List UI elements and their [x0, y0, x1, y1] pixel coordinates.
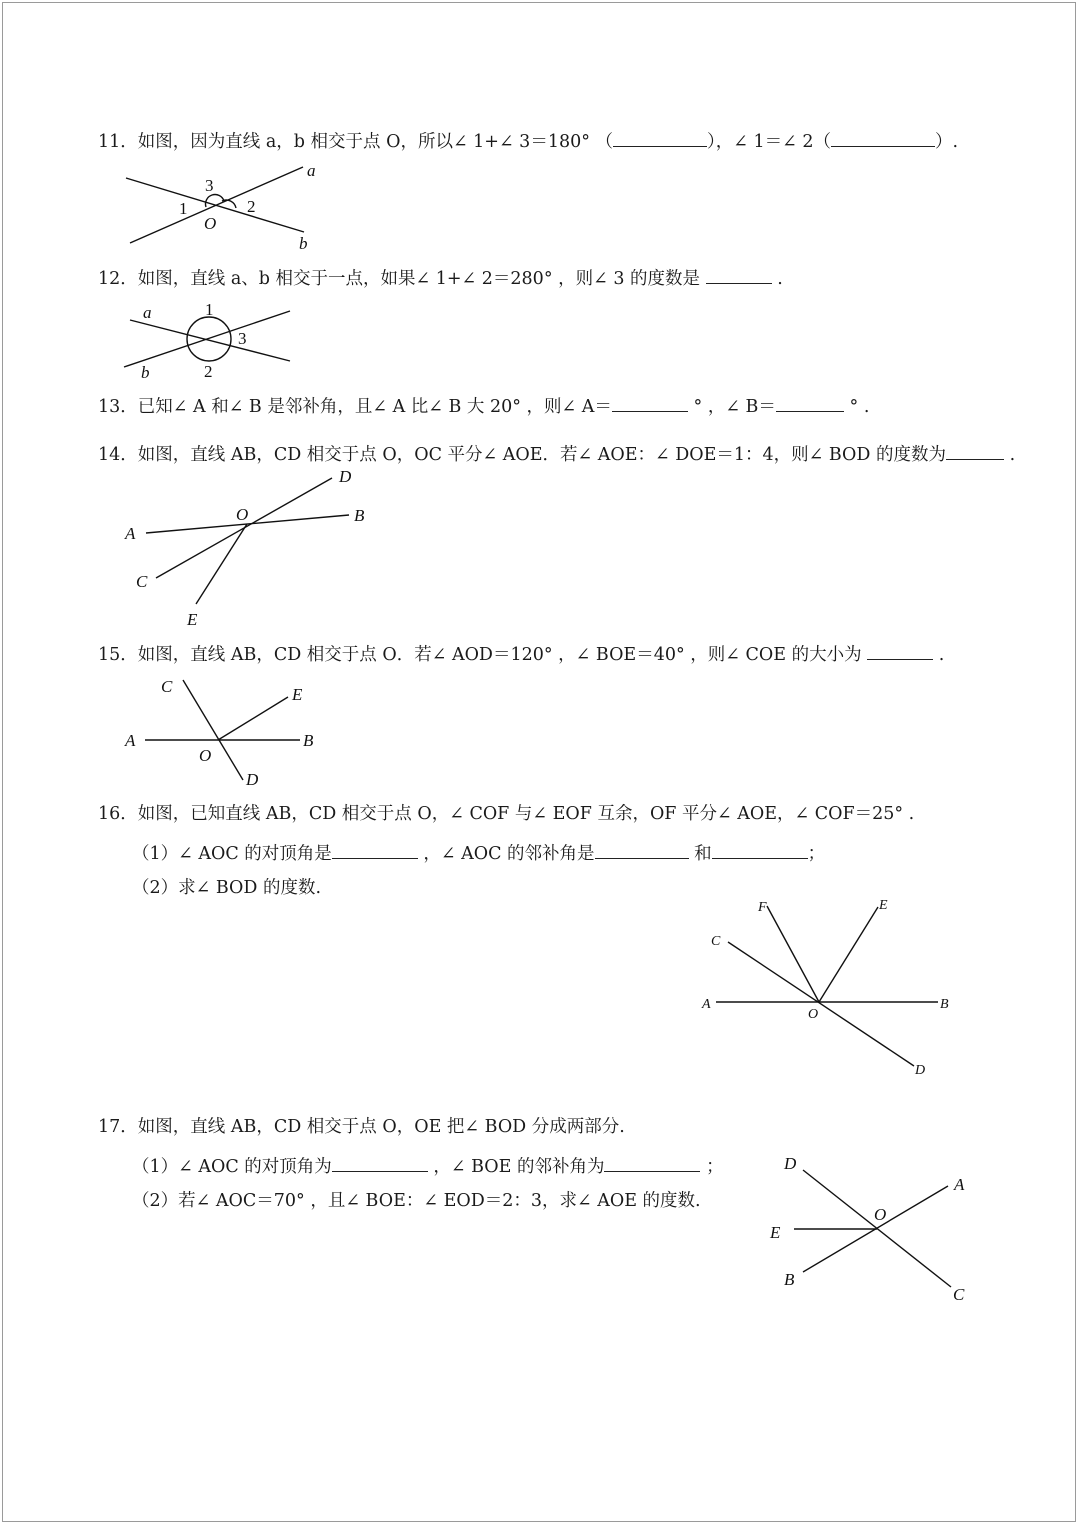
q15-label-e: E	[292, 685, 303, 704]
q15-label-a: A	[125, 731, 136, 750]
q13-text-3: ° .	[849, 397, 870, 417]
q17-label-o: O	[874, 1205, 887, 1224]
q16-p1-text-2: ，∠ AOC 的邻补角是	[423, 844, 595, 864]
q12-label-b: b	[141, 363, 150, 382]
q14-text: 14．如图，直线 AB，CD 相交于点 O，OC 平分∠ AOE．若∠ AOE：∠ DOE＝1：4，则∠ BOD 的度数为	[98, 445, 946, 465]
q11-label-a: a	[307, 161, 316, 180]
q17-label-a: A	[954, 1175, 965, 1194]
q15-text: 15．如图，直线 AB，CD 相交于点 O．若∠ AOD＝120° ，∠ BOE＝40° ，则∠ COE 的大小为	[98, 645, 862, 665]
q11-label-3: 3	[205, 176, 214, 195]
q17-label-b: B	[784, 1270, 795, 1289]
q11-label-1: 1	[179, 199, 188, 218]
q14-label-a: A	[125, 524, 136, 543]
q14-label-e: E	[187, 610, 198, 629]
q15-text-2: .	[938, 645, 945, 665]
q12-text: 12．如图，直线 a、b 相交于一点，如果∠ 1+∠ 2＝280° ，则∠ 3 的度数是	[98, 269, 701, 289]
q17-text: 17．如图，直线 AB，CD 相交于点 O，OE 把∠ BOD 分成两部分.	[98, 1117, 625, 1137]
q17-p2-text: （2）若∠ AOC＝70° ，且∠ BOE：∠ EOD＝2：3，求∠ AOE 的度数.	[132, 1191, 701, 1211]
q15-label-d: D	[246, 770, 259, 789]
q11-label-2: 2	[247, 197, 256, 216]
q17-p1-text: （1）∠ AOC 的对顶角为	[132, 1157, 332, 1177]
q11-text: 11．如图，因为直线 a，b 相交于点 O，所以∠ 1+∠ 3＝180° （	[98, 132, 614, 152]
q16-p1-text-4: ；	[807, 844, 826, 864]
q11-label-o: O	[204, 214, 217, 233]
q16-label-f: F	[758, 900, 767, 915]
q16-label-a: A	[702, 997, 711, 1012]
q14-label-o: O	[236, 505, 249, 524]
q14-label-d: D	[339, 467, 352, 486]
q16-label-c: C	[711, 934, 721, 949]
q15-label-c: C	[161, 677, 173, 696]
q14-label-c: C	[136, 572, 148, 591]
q13-text: 13．已知∠ A 和∠ B 是邻补角，且∠ A 比∠ B 大 20° ，则∠ A＝	[98, 397, 612, 417]
q15-label-o: O	[199, 746, 212, 765]
q14-label-b: B	[354, 506, 365, 525]
q16-label-d: D	[915, 1063, 926, 1078]
q13-text-2: ° ，∠ B＝	[693, 397, 776, 417]
q16-text: 16．如图，已知直线 AB，CD 相交于点 O，∠ COF 与∠ EOF 互余，OF 平分∠ AOE，∠ COF＝25° .	[98, 804, 915, 824]
q15-label-b: B	[303, 731, 314, 750]
q12-label-a: a	[143, 303, 152, 322]
q16-p2-text: （2）求∠ BOD 的度数.	[132, 878, 322, 898]
q12-text-2: .	[777, 269, 783, 289]
q17-label-d: D	[784, 1154, 797, 1173]
q17-p1-text-3: ；	[706, 1157, 724, 1177]
q14-text-2: .	[1009, 445, 1016, 465]
q16-label-o: O	[808, 1007, 819, 1022]
q16-p1-text: （1）∠ AOC 的对顶角是	[132, 844, 332, 864]
q12-label-3: 3	[238, 329, 247, 348]
q12-label-2: 2	[204, 362, 213, 381]
q17-label-e: E	[770, 1223, 781, 1242]
q17-p1-text-2: ，∠ BOE 的邻补角为	[433, 1157, 605, 1177]
q16-label-e: E	[879, 898, 888, 913]
q16-p1-text-3: 和	[694, 844, 712, 864]
q16-label-b: B	[940, 997, 949, 1012]
q17-label-c: C	[953, 1285, 965, 1304]
q12-label-1: 1	[205, 300, 214, 319]
q11-text-2: ），∠ 1＝∠ 2（	[707, 132, 832, 152]
q11-label-b: b	[299, 234, 308, 253]
q11-text-3: ）.	[935, 132, 959, 152]
